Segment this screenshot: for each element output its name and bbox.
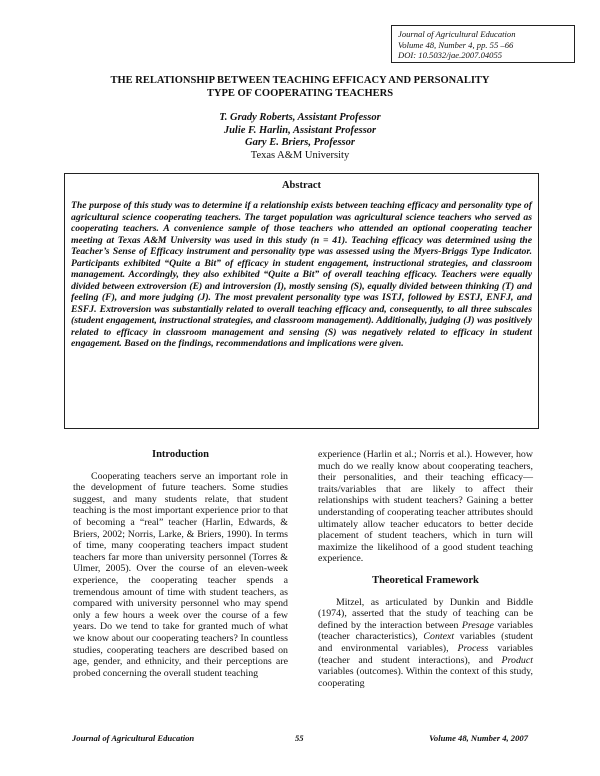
introduction-heading: Introduction [152,449,209,460]
author-1: T. Grady Roberts, Assistant Professor [219,112,381,123]
citation-box [391,25,575,63]
title-line-1: THE RELATIONSHIP BETWEEN TEACHING EFFICACY AND PERSONALITY [110,75,490,86]
abstract-box [64,173,539,429]
term-product: Product [501,654,533,666]
framework-text-3: variables (student and environmental variables), [318,631,533,654]
framework-text-4: variables (teacher and student interactions), and [318,642,533,666]
footer-journal: Journal of Agricultural Education [72,733,195,743]
footer-page-number: 55 [295,733,304,743]
right-column [318,449,533,689]
title-line-2: TYPE OF COOPERATING TEACHERS [206,88,394,99]
framework-text-1: Mitzel, as articulated by Dunkin and Biddle (1974), asserted that the study of teaching can be defined by the interaction between [318,596,533,631]
citation-journal: Journal of Agricultural Education [398,29,516,39]
term-context: Context [423,631,455,643]
author-block [100,112,500,162]
paper-title [60,74,540,100]
introduction-continuation: experience (Harlin et al.; Norris et al.). However, how much do we really know about cooperating teachers, their personalities, and their teaching efficacy—traits/variables that are likely to affect their relationships with student teachers? Gaining a better understanding of cooperating teacher attributes should ultimately allow teacher educators to better decide placement of student teachers, which in turn will maximize the likelihood of a good student teaching experience. [318,449,533,565]
abstract-heading: Abstract [281,180,322,191]
abstract-text: The purpose of this study was to determine if a relationship exists between teaching efficacy and personality type of agricultural science cooperating teachers. The target population was agricultural science teachers who served as cooperating teachers. A convenience sample of those teachers who attended an optional cooperating teacher meeting at Texas A&M University was used in this study (n = 41). Teaching efficacy was determined using the Teacher’s Sense of Efficacy instrument and personality type was assessed using the Myers-Briggs Type Indicator. Participants exhibited “Quite a Bit” of efficacy in student engagement, instructional strategies, and classroom management. Accordingly, they also exhibited “Quite a Bit” of overall teaching efficacy. Teachers were equally divided between extroversion (E) and introversion (I), mostly sensing (S), equally divided between thinking (T) and feeling (F), and more judging (J). The most prevalent personality type was ISTJ, followed by ESTJ, ENFJ, and ESFJ. Extroversion was substantially related to overall teaching efficacy and, consequently, to all three subscales (student engagement, instructional strategies, and classroom management). Additionally, judging (J) was positively related to efficacy in classroom management and sensing (S) was negatively related to efficacy in student engagement. Based on the findings, recommendations and implications were given. [71,200,532,349]
term-process: Process [457,642,489,654]
citation-doi: DOI: 10.5032/jae.2007.04055 [398,50,503,60]
framework-paragraph [318,597,533,690]
author-3: Gary E. Briers, Professor [245,137,355,148]
affiliation: Texas A&M University [250,149,350,161]
framework-text-2: variables (teacher characteristics), [318,619,533,643]
framework-heading: Theoretical Framework [372,574,479,586]
introduction-paragraph: Cooperating teachers serve an important role in the development of future teachers. Some studies suggest, and many students relate, that student teaching is the most important experience prior to that of becoming a “real” teacher (Harlin, Edwards, & Briers, 2002; Norris, Larke, & Briers, 1990). In terms of time, many cooperating teachers impact student teachers far more than university personnel (Torres & Ulmer, 2005). Over the course of an eleven-week experience, the cooperating teacher spends a tremendous amount of time with student teachers, as compared with university personnel who may spend only a few hours a week over the course of a few years. Do we tend to take for granted much of what we know about our cooperating teachers? In countless studies, cooperating teachers are described based on age, gender, and ethnicity, and their perceptions are probed concerning the overall student teaching [73,470,288,679]
left-column [73,449,288,679]
footer-volume: Volume 48, Number 4, 2007 [429,733,528,743]
author-2: Julie F. Harlin, Assistant Professor [223,124,377,136]
framework-text-5: variables (outcomes). Within the context of this study, cooperating [318,666,533,689]
citation-volume: Volume 48, Number 4, pp. 55 –66 [398,39,514,50]
term-presage: Presage [461,619,494,631]
